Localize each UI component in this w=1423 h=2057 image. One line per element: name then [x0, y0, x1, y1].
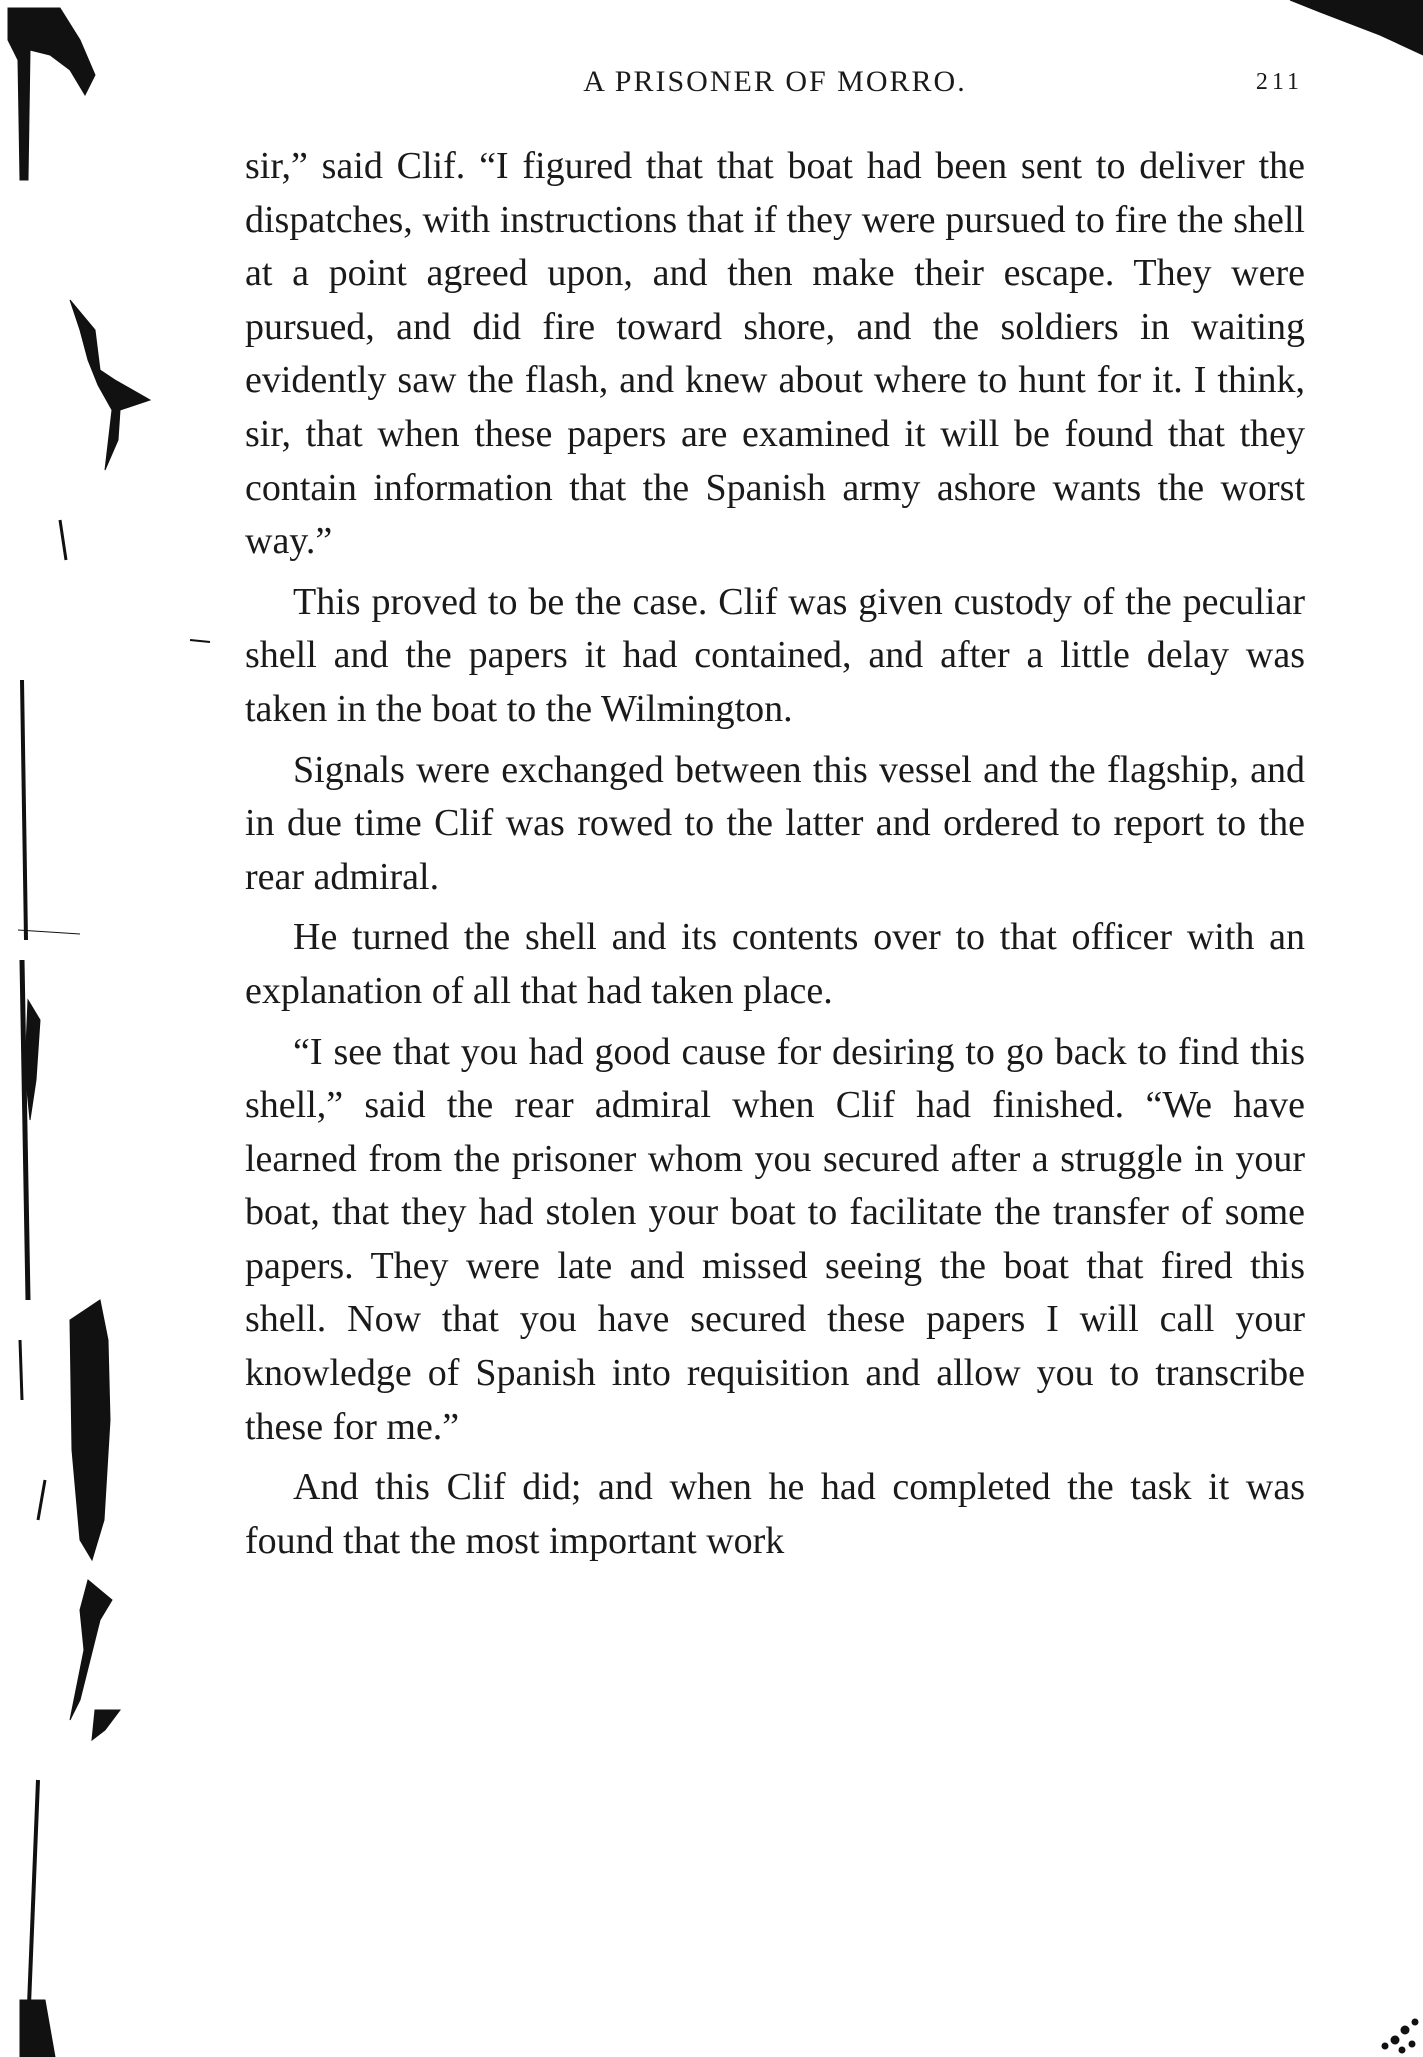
paragraph: This proved to be the case. Clif was given custody of the peculiar shell and the papers it had contained, and after a little delay was taken in the boat to the Wilmington.: [245, 580, 1305, 730]
paragraph: Signals were exchanged between this vessel and the flagship, and in due time Clif was rowed to the latter and ordered to report to the rear admiral.: [245, 748, 1305, 898]
running-title: A PRISONER OF MORRO.: [583, 65, 967, 98]
paragraph: sir,” said Clif. “I figured that that boat had been sent to deliver the dispatches, with instructions that if they were pursued to fire the shell at a point agreed upon, and then make their escape. They were pursued, and did fire toward shore, and the soldiers in waiting evidently saw the flash, and knew about where to hunt for it. I think, sir, that when these papers are examined it will be found that they contain information that the Spanish army ashore wants the worst way.”: [245, 145, 1305, 563]
paragraph: “I see that you had good cause for desiring to go back to find this shell,” said the rear admiral when Clif had finished. “We have learned from the prisoner whom you secured after a struggle in your boat, that they had stolen your boat to facilitate the transfer of some papers. They were late and missed seeing the boat that fired this shell. Now that you have secured these papers I will call your knowledge of Spanish into requisition and allow you to transcribe these for me.”: [245, 1030, 1305, 1448]
paragraph: He turned the shell and its contents over to that officer with an explanation of all that had taken place.: [245, 916, 1305, 1012]
running-head: [245, 62, 1305, 102]
paragraph: And this Clif did; and when he had completed the task it was found that the most important work: [245, 1466, 1305, 1562]
body-text: [245, 140, 1305, 1568]
page-number: 211: [1255, 69, 1303, 95]
